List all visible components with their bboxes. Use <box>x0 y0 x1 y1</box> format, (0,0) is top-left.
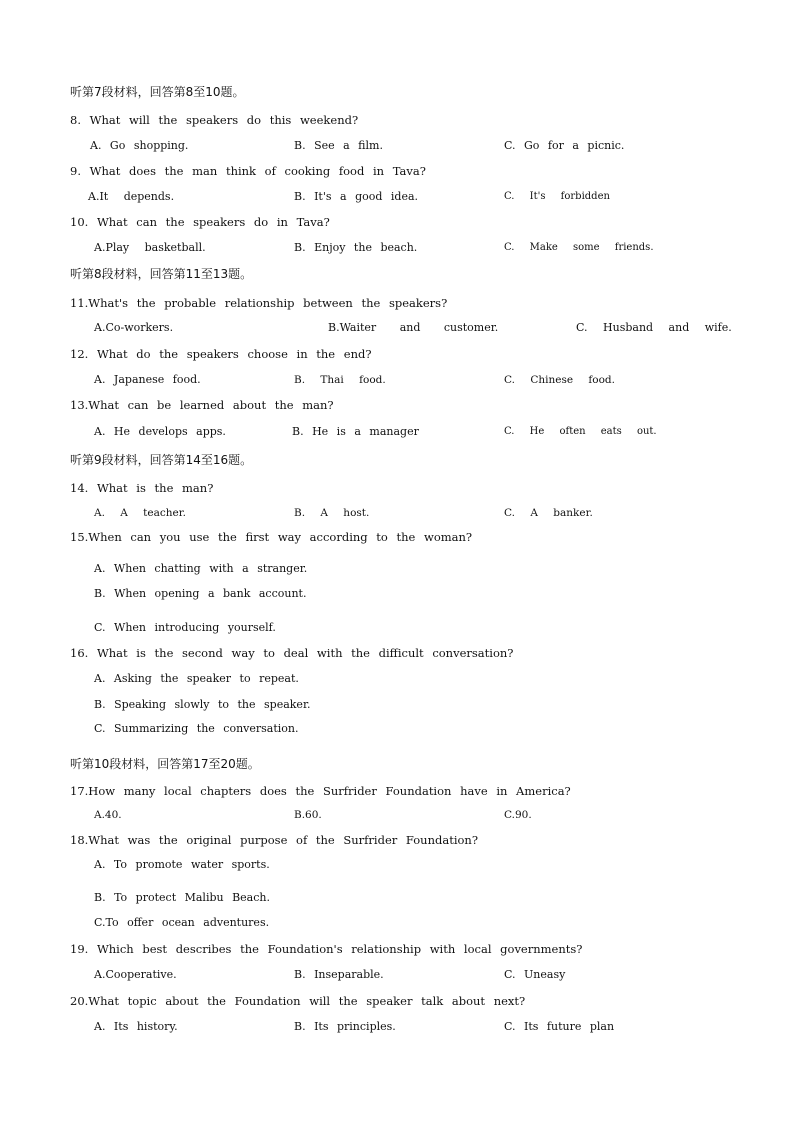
option-a: A.40. <box>94 809 122 821</box>
option-a: A. To promote water sports. <box>94 858 270 871</box>
option-b: B.60. <box>294 809 322 821</box>
option-a: A. Japanese food. <box>94 373 201 386</box>
option-b: B. Its principles. <box>294 1020 396 1033</box>
option-c: C. Husband and wife. <box>576 321 732 334</box>
question-stem: 15.When can you use the first way according to the woman? <box>70 530 473 544</box>
question-stem: 18.What was the original purpose of the Surfrider Foundation? <box>70 833 478 847</box>
option-c: C. He often eats out. <box>504 426 657 437</box>
option-c: C. Go for a picnic. <box>504 139 625 152</box>
section-header: 听第9段材料，回答第14至16题。 <box>70 453 253 467</box>
option-b: B. Enjoy the beach. <box>294 241 418 254</box>
option-c: C.90. <box>504 809 532 821</box>
option-c: C. Its future plan <box>504 1020 615 1033</box>
option-c: C. Make some friends. <box>504 242 654 253</box>
option-b: B. A host. <box>294 507 370 519</box>
option-c: C. A banker. <box>504 507 593 519</box>
option-c: C.To offer ocean adventures. <box>94 916 270 929</box>
question-stem: 20.What topic about the Foundation will the speaker talk about next? <box>70 994 526 1008</box>
section-header: 听第7段材料，回答第8至10题。 <box>70 85 245 99</box>
option-c: C. It's forbidden <box>504 191 610 202</box>
option-a: A. Asking the speaker to repeat. <box>94 672 299 685</box>
option-a: A.It depends. <box>88 190 175 203</box>
option-a: A. A teacher. <box>94 507 186 519</box>
option-b: B. Thai food. <box>294 374 386 386</box>
section-header: 听第10段材料，回答第17至20题。 <box>70 757 260 771</box>
question-stem: 16. What is the second way to deal with the difficult conversation? <box>70 646 514 660</box>
option-c: C. Chinese food. <box>504 374 615 386</box>
question-stem: 10. What can the speakers do in Tava? <box>70 215 330 229</box>
question-stem: 11.What's the probable relationship between the speakers? <box>70 296 448 310</box>
option-a: A.Cooperative. <box>94 968 177 981</box>
option-c: C. When introducing yourself. <box>94 621 276 634</box>
option-b: B. See a film. <box>294 139 383 152</box>
option-b: B. He is a manager <box>292 425 419 438</box>
option-a: A.Co-workers. <box>94 321 174 334</box>
option-b: B. Speaking slowly to the speaker. <box>94 698 311 711</box>
question-stem: 17.How many local chapters does the Surfrider Foundation have in America? <box>70 784 571 798</box>
question-stem: 12. What do the speakers choose in the end? <box>70 347 372 361</box>
question-stem: 9. What does the man think of cooking food in Tava? <box>70 164 426 178</box>
option-b: B.Waiter and customer. <box>328 321 499 334</box>
option-a: A.Play basketball. <box>94 241 206 254</box>
option-c: C. Uneasy <box>504 968 566 981</box>
option-b: B. Inseparable. <box>294 968 384 981</box>
option-b: B. When opening a bank account. <box>94 587 307 600</box>
question-stem: 8. What will the speakers do this weekend? <box>70 113 359 127</box>
section-header: 听第8段材料，回答第11至13题。 <box>70 267 253 281</box>
option-b: B. To protect Malibu Beach. <box>94 891 270 904</box>
option-a: A. He develops apps. <box>94 425 226 438</box>
option-a: A. Go shopping. <box>90 139 189 152</box>
question-stem: 13.What can be learned about the man? <box>70 398 334 412</box>
option-a: A. Its history. <box>94 1020 178 1033</box>
question-stem: 14. What is the man? <box>70 481 214 495</box>
option-b: B. It's a good idea. <box>294 190 419 203</box>
option-a: A. When chatting with a stranger. <box>94 562 308 575</box>
question-stem: 19. Which best describes the Foundation's relationship with local governments? <box>70 942 583 956</box>
option-c: C. Summarizing the conversation. <box>94 722 299 735</box>
